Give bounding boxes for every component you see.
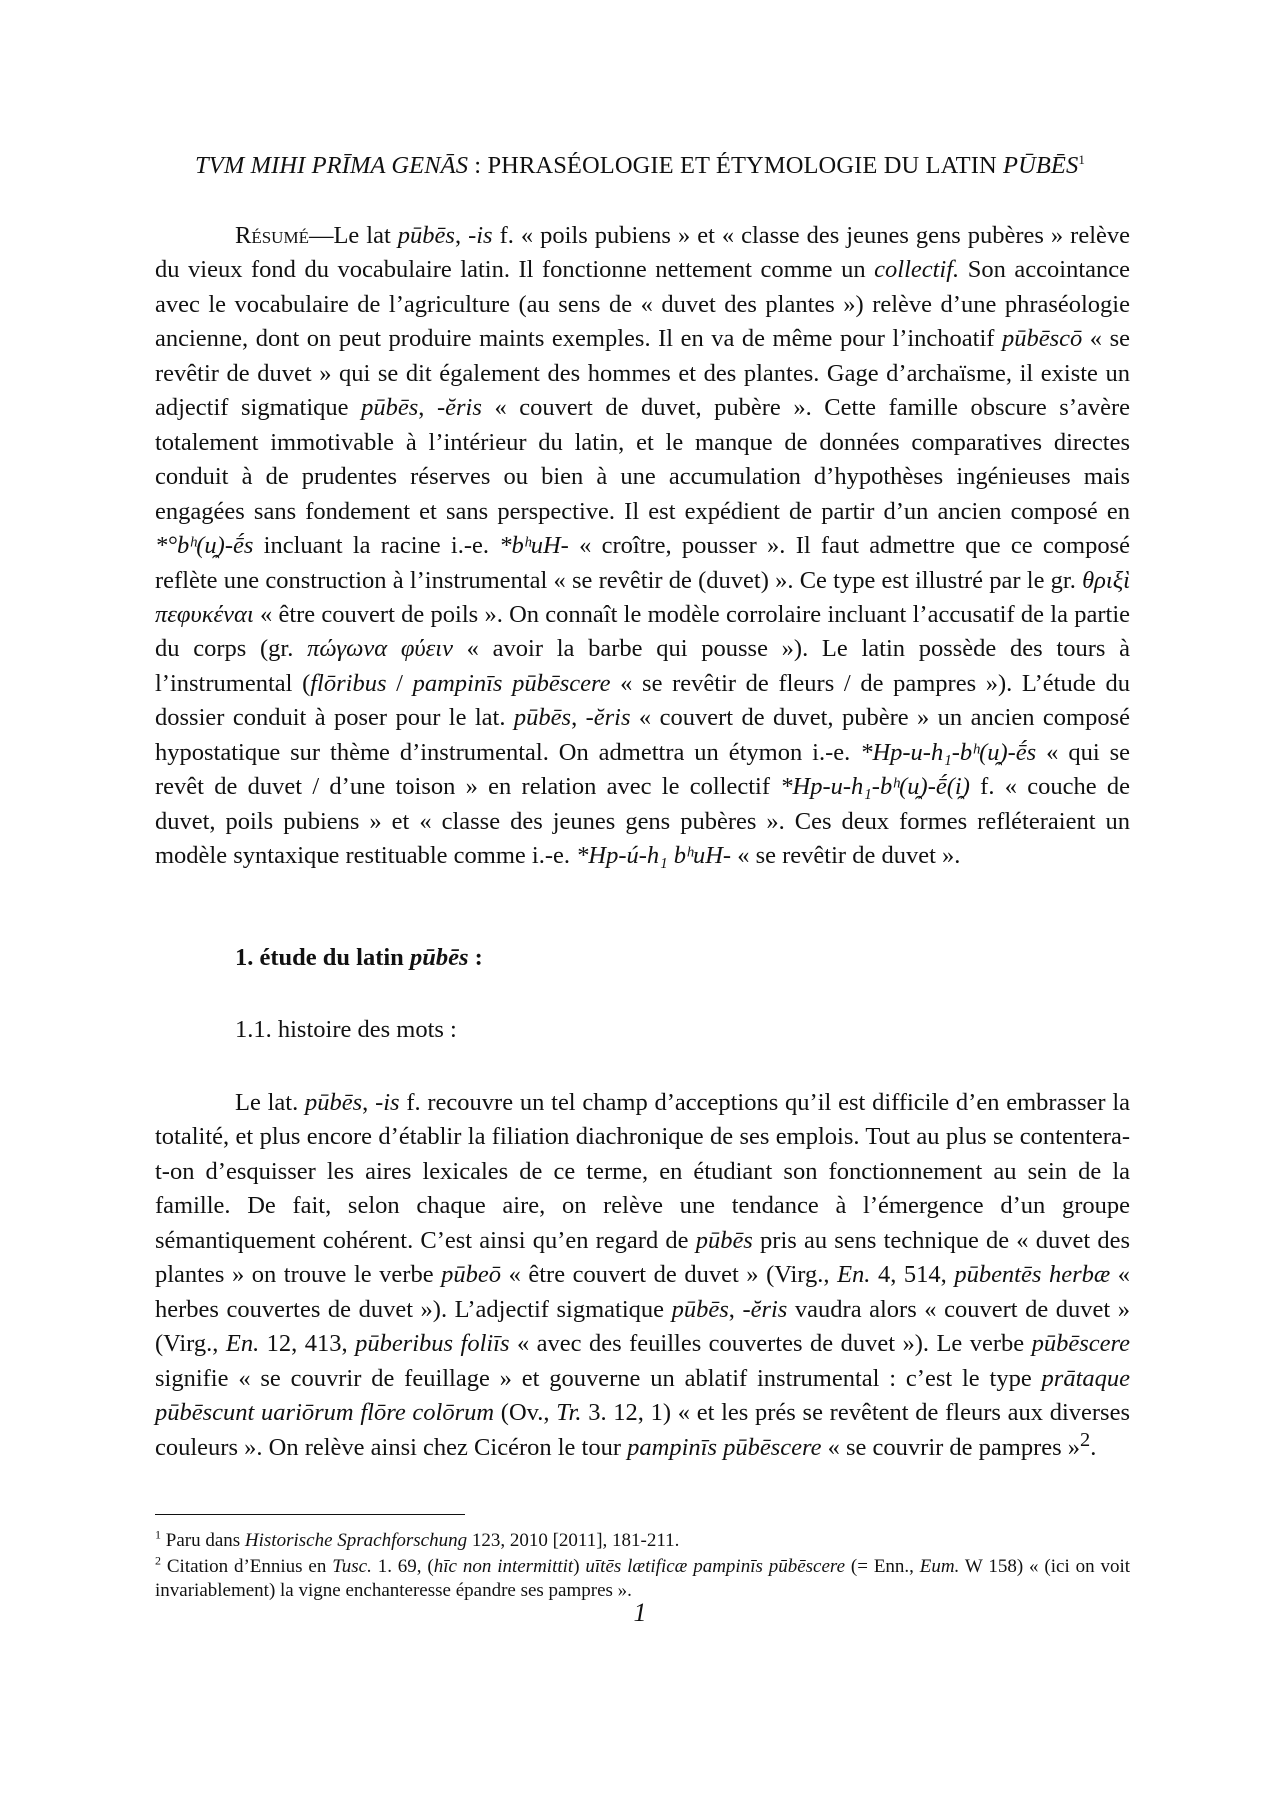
subsection-heading: 1.1. histoire des mots : [235,1016,457,1043]
abstract [155,219,1130,874]
abstract-paragraph: Résumé—Le lat pūbēs, -is f. « poils pubiens » et « classe des jeunes gens pubères » relève du vieux fond du vocabulaire latin. Il fonctionne nettement comme un collectif. Son accointance avec le vocabulaire de l’agriculture (au sens de « duvet des plantes ») relève d’une phraséologie ancienne, dont on peut produire maints exemples. Il en va de même pour l’inchoatif pūbēscō « se revêtir de duvet » qui se dit également des hommes et des plantes. Gage d’archaïsme, il existe un adjectif sigmatique pūbēs, -ĕris « couvert de duvet, pubère ». Cette famille obscure s’avère totalement immotivable à l’intérieur du latin, et le manque de données comparatives directes conduit à de prudentes réserves ou bien à une accumulation d’hypothèses ingénieuses mais engagées sans fondement et sans perspective. Il est expédient de partir d’un ancien composé en *°bʰ(u̯)-ḗs incluant la racine i.-e. *bʰuH- « croître, pousser ». Il faut admettre que ce composé reflète une construction à l’instrumental « se revêtir de (duvet) ». Ce type est illustré par le gr. θριξὶ πεφυκέναι « être couvert de poils ». On connaît le modèle corrolaire incluant l’accusatif de la partie du corps (gr. πώγωνα φύειν « avoir la barbe qui pousse »). Le latin possède des tours à l’instrumental (flōribus / pampinīs pūbēscere « se revêtir de fleurs / de pampres »). L’étude du dossier conduit à poser pour le lat. pūbēs, -ĕris « couvert de duvet, pubère » un ancien composé hypostatique sur thème d’instrumental. On admettra un étymon i.-e. *Hp-u-h₁-bʰ(u̯)-ḗs « qui se revêt de duvet / d’une toison » en relation avec le collectif *Hp-u-h₁-bʰ(u̯)-ḗ(i̯) f. « couche de duvet, poils pubiens » et « classe des jeunes gens pubères ». Ces deux formes refléteraient un modèle syntaxique restituable comme i.-e. *Hp-ú-h₁ bʰuH- « se revêtir de duvet ». [155,222,1131,870]
footnote-1: $^1$ Paru dans Historische Sprachforschung 123, 2010 [2011], 181-211. [155,1527,680,1551]
page-title: TVM MIHI PRĪMA GENĀS : PHRASÉOLOGIE ET ÉTYMOLOGIE DU LATIN PŪBĒS$^1$ [195,151,1085,179]
footnote-separator [155,1514,465,1515]
footnote-ref-2[interactable]: 2 [1080,1428,1091,1451]
footnote-2: $^2$ Citation d’Ennius en Tusc. 1. 69, (hīc non intermittit) uītēs lætificæ pampinīs pūbēscere (= Enn., Eum. W 158) « (ici on voit invariablement) la vigne enchanteresse épandre ses pampres ». [155,1553,1131,1601]
page-number: 1 [633,1598,647,1627]
section-heading: 1. étude du latin pūbēs : [235,944,483,971]
abstract-label: Résumé [235,222,309,249]
footnote-ref-1[interactable]: 1 [1078,151,1085,167]
body-paragraph: Le lat. pūbēs, -is f. recouvre un tel champ d’acceptions qu’il est difficile d’en embrasser la totalité, et plus encore d’établir la filiation diachronique de ses emplois. Tout au plus se contentera-t-on d’esquisser les aires lexicales de ce terme, en étudiant son fonctionnement au sein de la famille. De fait, selon chaque aire, on relève une tendance à l’émergence d’un groupe sémantiquement cohérent. C’est ainsi qu’en regard de pūbēs pris au sens technique de « duvet des plantes » on trouve le verbe pūbeō « être couvert de duvet » (Virg., En. 4, 514, pūbentēs herbæ « herbes couvertes de duvet »). L’adjectif sigmatique pūbēs, -ĕris vaudra alors « couvert de duvet » (Virg., En. 12, 413, pūberibus foliīs « avec des feuilles couvertes de duvet »). Le verbe pūbēscere signifie « se couvrir de feuillage » et gouverne un ablatif instrumental : c’est le type prātaque pūbēscunt uariōrum flōre colōrum (Ov., Tr. 3. 12, 1) « et les prés se revêtent de fleurs aux diverses couleurs ». On relève ainsi chez Cicéron le tour pampinīs pūbēscere « se couvrir de pampres »$^2$. [155,1089,1131,1461]
